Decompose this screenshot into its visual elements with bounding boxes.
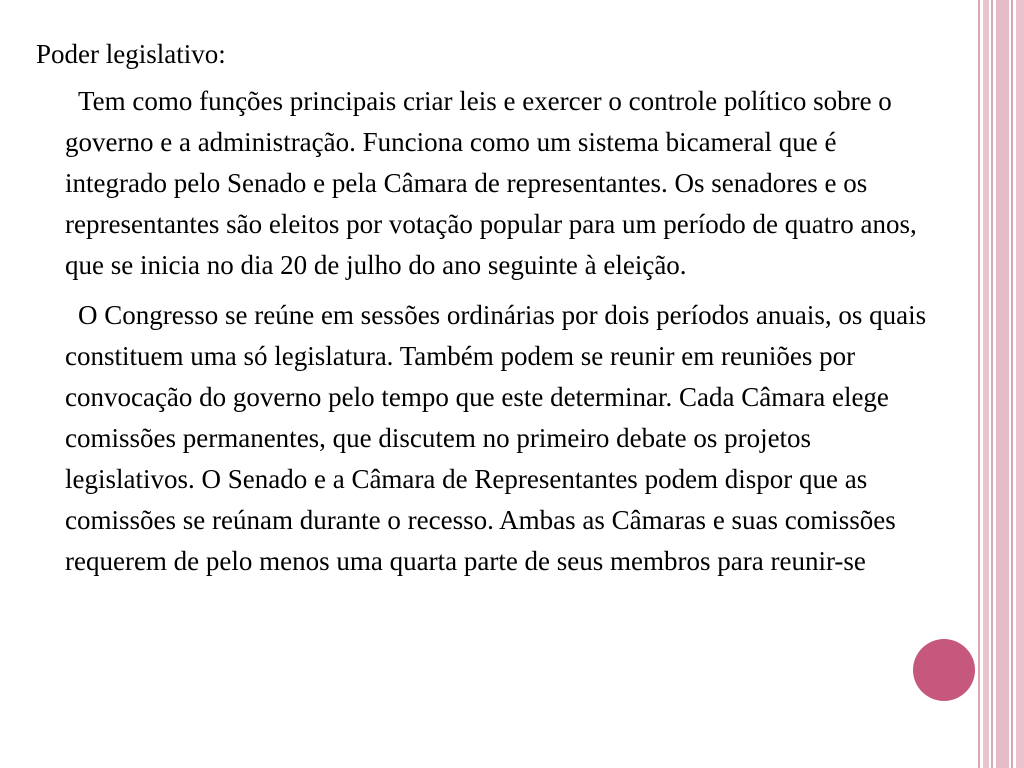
decorative-stripe xyxy=(1016,0,1024,768)
decorative-stripe xyxy=(996,0,1009,768)
slide-content xyxy=(36,34,941,582)
decorative-stripe xyxy=(991,0,993,768)
accent-circle xyxy=(913,639,975,701)
paragraph-congress: O Congresso se reúne em sessões ordinárias por dois períodos anuais, os quais constituem uma só legislatura. Também podem se reunir em reuniões por convocação do governo pelo tempo que este determinar. Cada Câmara elege comissões permanentes, que discutem no primeiro debate os projetos legislativos. O Senado e a Câmara de Representantes podem dispor que as comissões se reúnam durante o recesso. Ambas as Câmaras e suas comissões requerem de pelo menos uma quarta parte de seus membros para reunir-se xyxy=(65,300,927,576)
slide-heading: Poder legislativo: xyxy=(36,39,226,69)
decorative-stripe xyxy=(978,0,980,768)
paragraph-functions: Tem como funções principais criar leis e exercer o controle político sobre o governo e a administração. Funciona como um sistema bicameral que é integrado pelo Senado e pela Câmara de representantes. Os senadores e os representantes são eleitos por votação popular para um período de quatro anos, que se inicia no dia 20 de julho do ano seguinte à eleição. xyxy=(65,86,917,280)
decorative-stripe xyxy=(1011,0,1013,768)
decorative-stripe xyxy=(983,0,989,768)
